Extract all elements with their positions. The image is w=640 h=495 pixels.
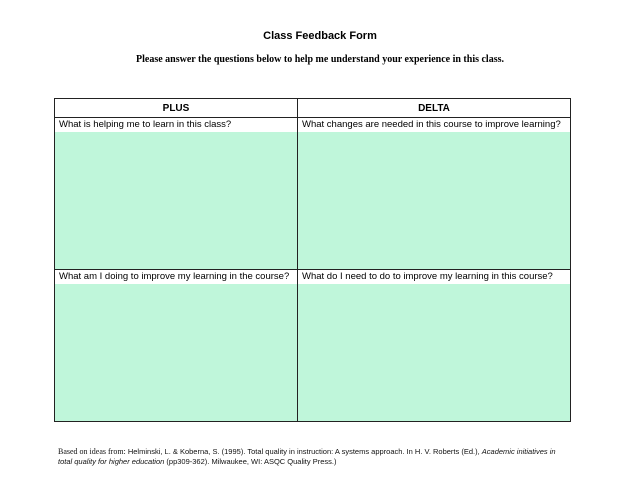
answer-field-changes-needed[interactable] [298, 132, 570, 269]
delta-cell-my-needs [298, 270, 570, 421]
plus-cell-learning [55, 118, 298, 270]
answer-field-what-am-i-doing[interactable] [55, 284, 297, 421]
form-instructions: Please answer the questions below to help me understand your experience in this class. [136, 54, 504, 65]
citation-text-part2: (pp309-362). Milwaukee, WI: ASQC Quality Press.) [164, 457, 337, 466]
question-helping-learn: What is helping me to learn in this class? [55, 118, 297, 132]
plus-header: PLUS [55, 99, 298, 118]
citation-footer [58, 447, 558, 467]
citation-lead: Based on ideas from: [58, 447, 126, 456]
citation-text-part1: Helminski, L. & Koberna, S. (1995). Total quality in instruction: A systems approach. In H. V. Roberts (Ed.), [125, 447, 482, 456]
delta-header: DELTA [298, 99, 570, 118]
answer-field-what-do-i-need[interactable] [298, 284, 570, 421]
citation-book-title: Academic initiatives in total quality for higher education [58, 447, 556, 466]
form-title: Class Feedback Form [263, 30, 377, 42]
delta-cell-changes [298, 118, 570, 270]
question-what-do-i-need: What do I need to do to improve my learning in this course? [298, 270, 570, 284]
plus-cell-my-effort [55, 270, 298, 421]
answer-field-helping-learn[interactable] [55, 132, 297, 269]
feedback-table [54, 98, 571, 422]
question-what-am-i-doing: What am I doing to improve my learning in the course? [55, 270, 297, 284]
question-changes-needed: What changes are needed in this course to improve learning? [298, 118, 570, 132]
